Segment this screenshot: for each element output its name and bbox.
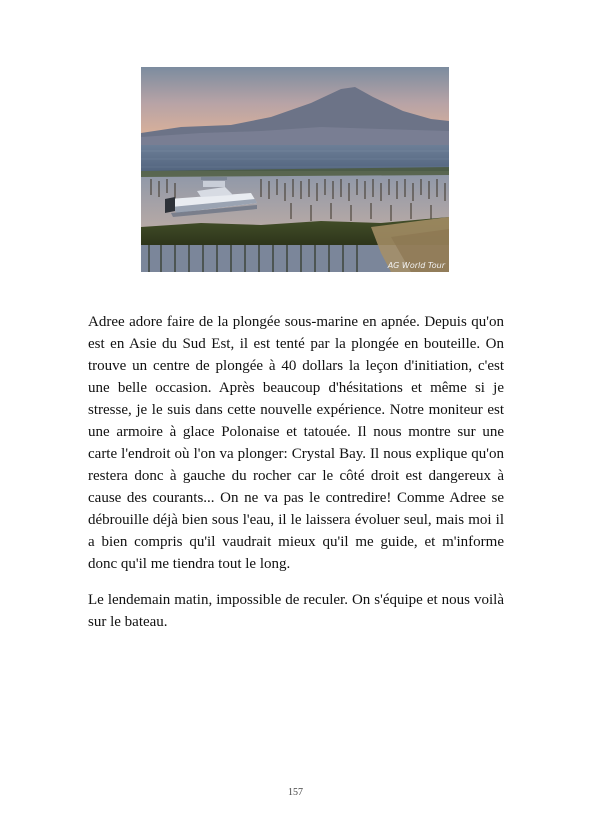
- paragraph: Le lendemain matin, impossible de reculer. On s'équipe et nous voilà sur le bateau.: [88, 592, 504, 630]
- body-text: [88, 311, 504, 633]
- photo-watermark: AG World Tour: [387, 261, 445, 270]
- paragraph: Adree adore faire de la plongée sous-marine en apnée. Depuis qu'on est en Asie du Sud Est, il est tenté par la plongée en bouteille. On trouve un centre de plongée à 40 dollars la leçon d'initiation, c'est une belle occasion. Après beaucoup d'hésitations et même si je stresse, je le suis dans cette nouvelle expérience. Notre moniteur est une armoire à glace Polonaise et tatouée. Il nous montre sur une carte l'endroit où l'on va plonger: Crystal Bay. Il nous explique qu'on restera donc à gauche du rocher car le côté droit est dangereux à cause des courants... On ne va pas le contredire! Comme Adree se débrouille déjà bien sous l'eau, il le laissera évoluer seul, mais moi il a bien compris qu'il vaudrait mieux qu'il me guide, et m'informe donc qu'il me tiendra tout le long.: [88, 314, 504, 572]
- page-number: 157: [288, 787, 303, 798]
- seascape-photo: [141, 67, 449, 272]
